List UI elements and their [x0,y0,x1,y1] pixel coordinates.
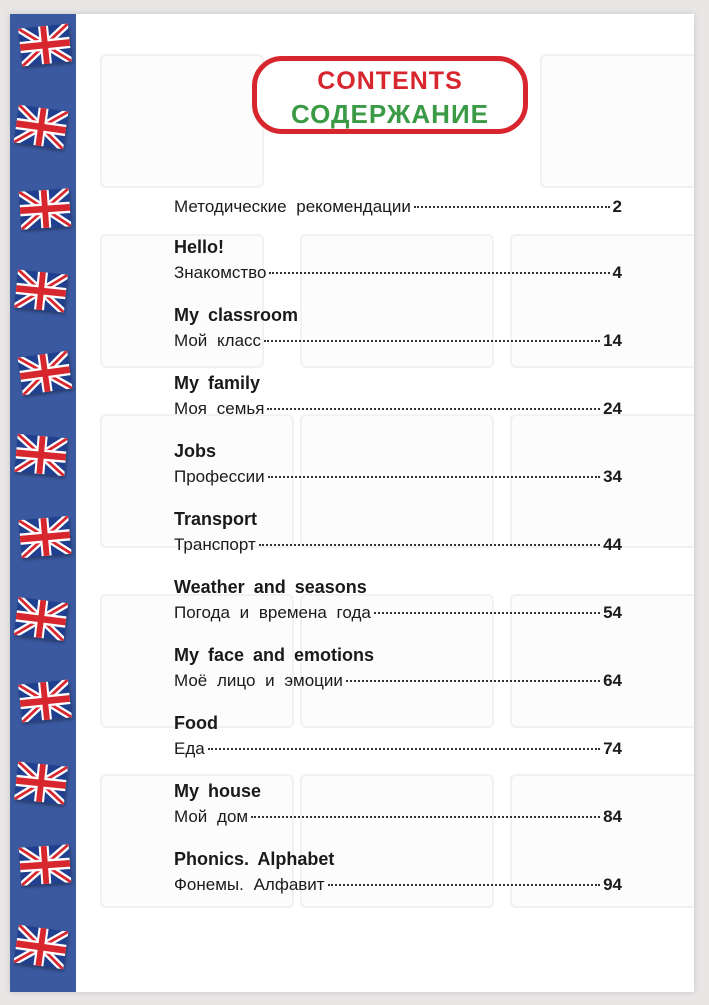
toc-entry-line [174,668,622,694]
dot-leader [251,816,600,818]
toc-entry-line [174,600,622,626]
toc-page-number: 24 [603,399,622,418]
toc-entry [174,710,622,762]
toc-line-text: Методические рекомендации [174,197,411,216]
toc-entry-line [174,532,622,558]
toc-entry-line [174,804,622,830]
toc-entry [174,302,622,354]
union-jack-flag-icon [14,925,69,970]
toc-page-number: 94 [603,875,622,894]
union-jack-flag-icon [18,351,73,396]
dot-leader [374,612,600,614]
toc-entry-title-ru: Погода и времена года [174,603,371,622]
toc-entry-line [174,396,622,422]
title-russian: СОДЕРЖАНИЕ [291,99,489,129]
dot-leader [268,476,601,478]
union-jack-flag-icon [14,597,68,641]
toc-entry-line [174,736,622,762]
toc-entry [174,370,622,422]
dot-leader [328,884,600,886]
book-page [10,14,694,992]
toc-entry-title-en: Hello! [174,237,225,257]
toc-entry-line [174,464,622,490]
toc-entry [174,846,622,898]
union-jack-flag-icon [19,844,72,885]
union-jack-flag-icon [18,516,71,558]
toc-entry [174,642,622,694]
title-english: CONTENTS [317,67,463,95]
toc-entry [174,574,622,626]
toc-entry-title-en: My classroom [174,305,299,325]
toc-page-number: 54 [603,603,622,622]
dot-leader [259,544,600,546]
toc-entry-title-ru: Профессии [174,467,265,486]
toc-entry [174,778,622,830]
toc-page-number: 14 [603,331,622,350]
toc-page-number: 64 [603,671,622,690]
background-illustration [100,54,264,188]
dot-leader [264,340,600,342]
toc-entry-title-en: Jobs [174,441,217,461]
toc-entry [174,506,622,558]
toc-page-number: 2 [612,197,622,216]
toc-entry-title-en: Food [174,713,218,733]
toc-entry-title-ru: Мой класс [174,331,262,350]
toc-entry-title-ru: Фонемы. Алфавит [174,875,325,894]
toc-entry-title-ru: Моё лицо и эмоции [174,671,343,690]
union-jack-flag-icon [14,269,68,312]
dot-leader [414,206,610,208]
toc-entry-title-ru: Еда [174,739,205,758]
union-jack-flag-icon [14,105,69,150]
toc-page-number: 34 [603,467,622,486]
toc-page-number: 84 [603,807,622,826]
union-jack-flag-icon [14,761,68,804]
union-jack-flag-icon [18,679,72,722]
contents-title-box [252,56,528,134]
table-of-contents [174,194,622,898]
toc-entry-title-ru: Транспорт [174,535,256,554]
dot-leader [208,748,600,750]
toc-entry-title-en: Transport [174,509,258,529]
background-illustration [540,54,694,188]
toc-entry-title-ru: Мой дом [174,807,249,826]
union-jack-flag-icon [19,188,72,229]
toc-page-number: 44 [603,535,622,554]
toc-page-number: 74 [603,739,622,758]
toc-entry-title-en: Phonics. Alphabet [174,849,335,869]
dot-leader [267,408,600,410]
union-jack-flag-icon [14,434,67,476]
toc-entry-line [174,260,622,286]
toc-line-methodical [174,194,622,220]
toc-entry [174,234,622,286]
toc-entry [174,438,622,490]
toc-entry-line [174,328,622,354]
toc-entry-title-ru: Моя семья [174,399,265,418]
toc-entry-line [174,872,622,898]
toc-entry-title-ru: Знакомство [174,263,267,282]
toc-page-number: 4 [612,263,622,282]
union-jack-flag-icon [18,23,72,66]
dot-leader [346,680,600,682]
toc-entry-title-en: My house [174,781,262,801]
toc-entry-title-en: My family [174,373,261,393]
dot-leader [269,272,609,274]
toc-entry-title-en: Weather and seasons [174,577,367,597]
toc-entry-title-en: My face and emotions [174,645,375,665]
